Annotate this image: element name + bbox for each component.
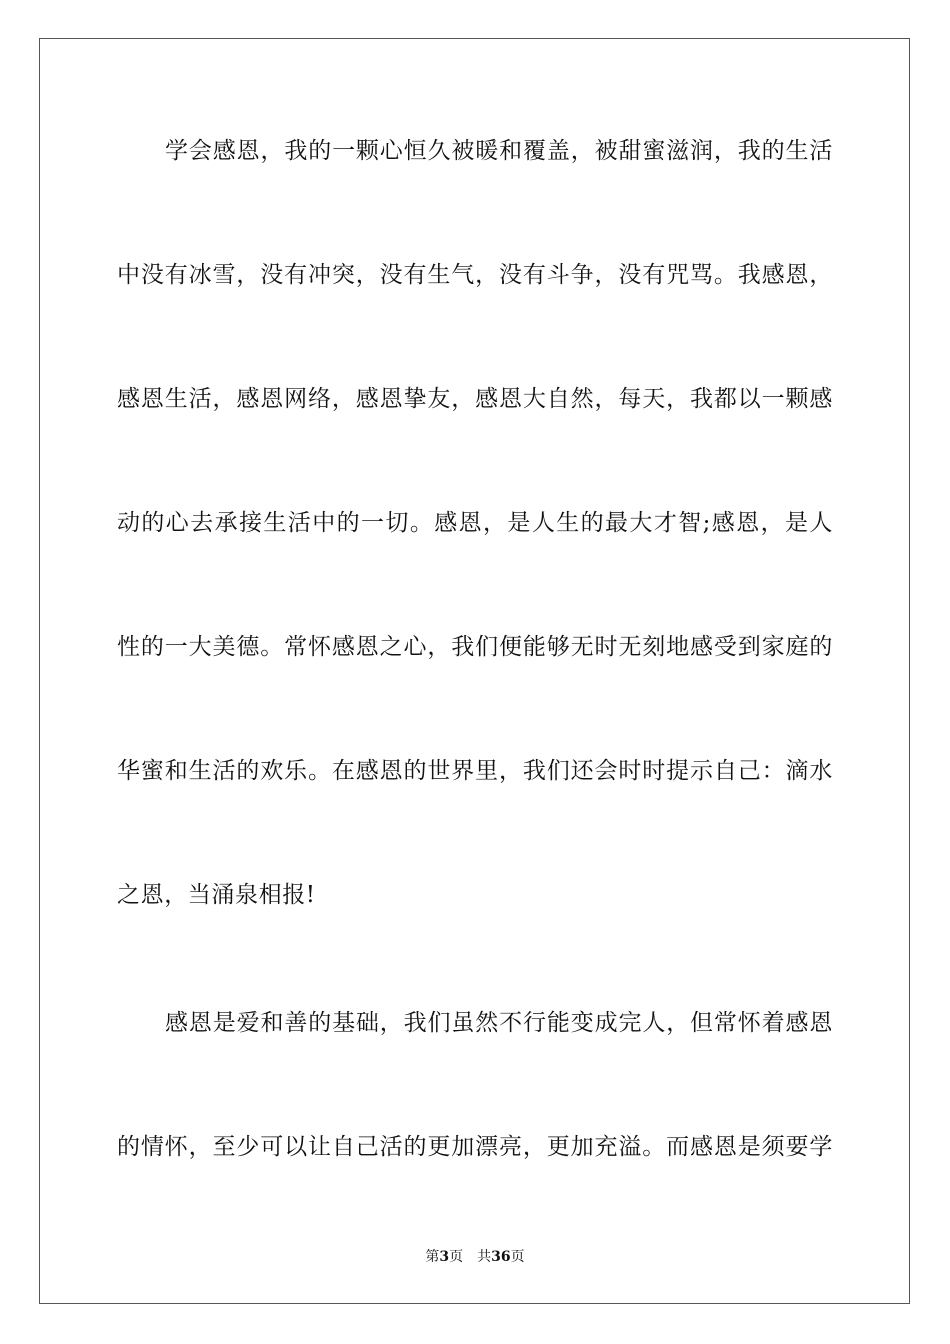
- page-border: [39, 38, 910, 1304]
- paragraph-1-line-2: 中没有冰雪，没有冲突，没有生气，没有斗争，没有咒骂。我感恩，: [117, 262, 833, 288]
- page-label-suffix: 页: [449, 1249, 464, 1265]
- paragraph-1-line-4: 动的心去承接生活中的一切。感恩，是人生的最大才智;感恩，是人: [117, 510, 833, 536]
- paragraph-1-line-1: 学会感恩，我的一颗心恒久被暖和覆盖，被甜蜜滋润，我的生活: [165, 138, 833, 164]
- paragraph-1-line-5: 性的一大美德。常怀感恩之心，我们便能够无时无刻地感受到家庭的: [117, 634, 833, 660]
- current-page-number: 3: [439, 1249, 450, 1265]
- paragraph-2-line-1: 感恩是爱和善的基础，我们虽然不行能变成完人，但常怀着感恩: [165, 1010, 833, 1036]
- paragraph-2-line-2: 的情怀，至少可以让自己活的更加漂亮，更加充溢。而感恩是须要学: [117, 1134, 833, 1160]
- total-label-suffix: 页: [510, 1249, 525, 1265]
- paragraph-1-line-6: 华蜜和生活的欢乐。在感恩的世界里，我们还会时时提示自己：滴水: [117, 758, 833, 784]
- total-page-count: 36: [491, 1249, 511, 1265]
- page-label-prefix: 第: [425, 1249, 440, 1265]
- page-footer: [0, 1248, 950, 1266]
- paragraph-1-line-3: 感恩生活，感恩网络，感恩挚友，感恩大自然，每天，我都以一颗感: [117, 386, 833, 412]
- paragraph-1-line-7: 之恩，当涌泉相报!: [117, 882, 316, 908]
- total-label-prefix: 共: [477, 1249, 492, 1265]
